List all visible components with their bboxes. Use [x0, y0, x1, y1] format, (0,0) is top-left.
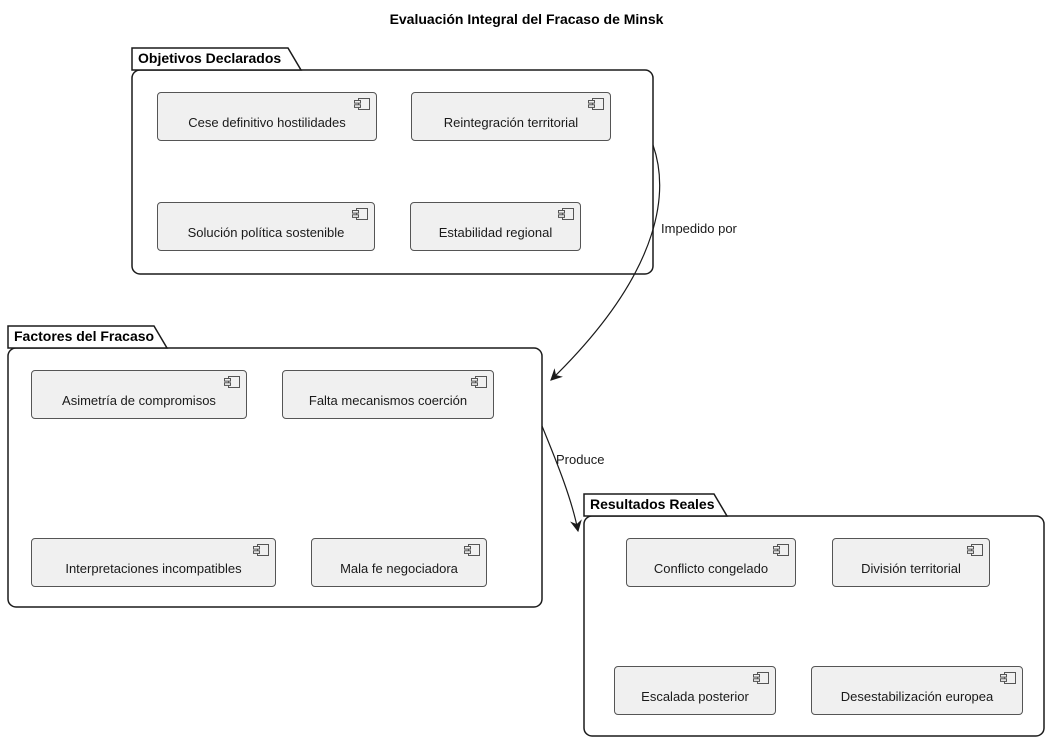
component-label: Asimetría de compromisos	[62, 393, 216, 408]
component-desestabilizacion-europea	[811, 666, 1023, 715]
component-icon	[557, 207, 575, 221]
component-label: Conflicto congelado	[653, 561, 769, 576]
component-solucion-politica-sostenible	[157, 202, 375, 251]
component-icon	[772, 543, 790, 557]
component-icon	[966, 543, 984, 557]
component-label: Falta mecanismos coerción	[308, 393, 468, 408]
component-label: División territorial	[861, 561, 961, 576]
component-escalada-posterior	[614, 666, 776, 715]
component-label: Mala fe negociadora	[340, 561, 458, 576]
component-icon	[470, 375, 488, 389]
component-interpretaciones-incompatibles	[31, 538, 276, 587]
component-icon	[999, 671, 1017, 685]
component-label: Reintegración territorial	[443, 115, 579, 130]
component-falta-mecanismos-coercion	[282, 370, 494, 419]
component-reintegracion-territorial	[411, 92, 611, 141]
component-estabilidad-regional	[410, 202, 581, 251]
component-icon	[252, 543, 270, 557]
package-name: Factores del Fracaso	[14, 328, 155, 344]
component-icon	[587, 97, 605, 111]
package-factores-del-fracaso	[7, 325, 556, 609]
package-name: Resultados Reales	[590, 496, 715, 512]
package-name: Objetivos Declarados	[138, 50, 282, 66]
package-resultados-reales	[583, 493, 1046, 738]
component-label: Cese definitivo hostilidades	[188, 115, 346, 130]
component-icon	[463, 543, 481, 557]
component-mala-fe-negociadora	[311, 538, 487, 587]
component-label: Desestabilización europea	[840, 689, 994, 704]
component-icon	[223, 375, 241, 389]
diagram-title: Evaluación Integral del Fracaso de Minsk	[389, 11, 664, 27]
component-icon	[351, 207, 369, 221]
component-label: Interpretaciones incompatibles	[65, 561, 242, 576]
edge-label-impedido-por: Impedido por	[661, 221, 737, 236]
component-cese-definitivo-hostilidades	[157, 92, 377, 141]
component-label: Estabilidad regional	[438, 225, 553, 240]
component-asimetria-de-compromisos	[31, 370, 247, 419]
component-icon	[752, 671, 770, 685]
component-icon	[353, 97, 371, 111]
component-label: Escalada posterior	[641, 689, 749, 704]
component-label: Solución política sostenible	[187, 225, 345, 240]
component-conflicto-congelado	[626, 538, 796, 587]
edge-label-produce: Produce	[556, 452, 605, 467]
component-division-territorial	[832, 538, 990, 587]
package-objetivos-declarados	[131, 47, 667, 276]
